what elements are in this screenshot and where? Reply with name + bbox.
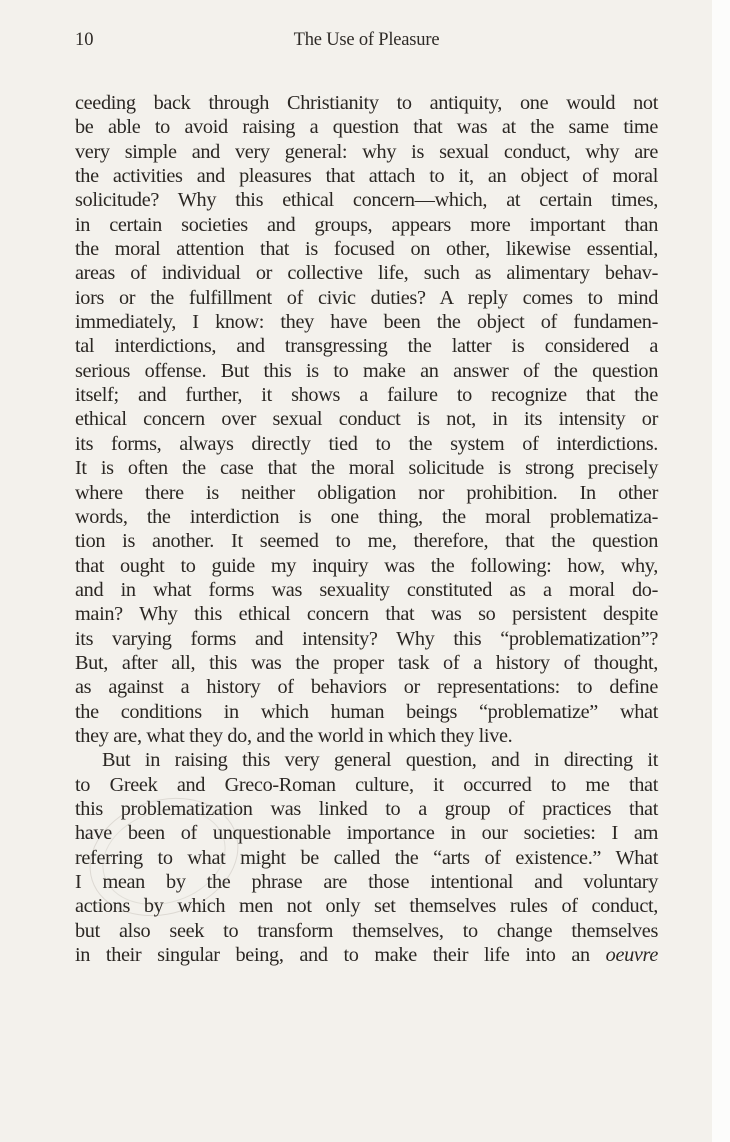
body-text — [75, 91, 658, 967]
text-line: but also seek to transform themselves, to change themselves — [75, 919, 658, 942]
paragraph-start-line: But in raising this very general question, and in directing it — [102, 749, 658, 772]
page-header — [75, 30, 658, 58]
text-line: But, after all, this was the proper task of a history of thought, — [75, 651, 658, 674]
text-line: ethical concern over sexual conduct is not, in its intensity or — [75, 408, 658, 431]
text-line: the conditions in which human beings “problematize” what — [75, 700, 658, 723]
text-line: have been of unquestionable importance in our societies: I am — [75, 822, 658, 845]
text-line: words, the interdiction is one thing, the moral problematiza- — [75, 505, 658, 528]
text-line: that ought to guide my inquiry was the following: how, why, — [75, 554, 658, 577]
text-line: referring to what might be called the “arts of existence.” What — [75, 846, 658, 869]
text-line: serious offense. But this is to make an answer of the question — [75, 359, 658, 382]
text-line: I mean by the phrase are those intentional and voluntary — [75, 871, 658, 893]
scan-margin-strip — [712, 0, 730, 1142]
text-line: areas of individual or collective life, such as alimentary behav- — [75, 262, 658, 285]
text-line: tion is another. It seemed to me, therefore, that the question — [75, 530, 658, 553]
text-line: be able to avoid raising a question that was at the same time — [75, 116, 658, 139]
italic-word: oeuvre — [605, 944, 658, 967]
text-line: It is often the case that the moral solicitude is strong precisely — [75, 457, 658, 480]
text-line: and in what forms was sexuality constituted as a moral do- — [75, 578, 658, 601]
text-line-final — [75, 943, 658, 967]
text-line: very simple and very general: why is sexual conduct, why are — [75, 140, 658, 163]
text-line: itself; and further, it shows a failure to recognize that the — [75, 384, 658, 407]
running-head: The Use of Pleasure — [293, 30, 440, 50]
text-line: this problematization was linked to a group of practices that — [75, 797, 658, 820]
text-line: the activities and pleasures that attach to it, an object of moral — [75, 165, 658, 188]
text-line: iors or the fulfillment of civic duties? A reply comes to mind — [75, 286, 658, 309]
text-line: where there is neither obligation nor prohibition. In other — [75, 481, 658, 504]
text-line: as against a history of behaviors or representations: to define — [75, 676, 658, 699]
text-line: in certain societies and groups, appears more important than — [75, 213, 658, 236]
text-line: the moral attention that is focused on other, likewise essential, — [75, 238, 658, 261]
paragraph-end-line: they are, what they do, and the world in which they live. — [75, 724, 513, 747]
text-line: main? Why this ethical concern that was so persistent despite — [75, 603, 658, 626]
text-line: its varying forms and intensity? Why this “problematization”? — [75, 627, 658, 650]
text-line-final-roman: in their singular being, and to make their life into an — [75, 944, 590, 967]
text-line: tal interdictions, and transgressing the latter is considered a — [75, 335, 658, 358]
text-line: immediately, I know: they have been the object of fundamen- — [75, 311, 658, 334]
text-line: ceeding back through Christianity to antiquity, one would not — [75, 92, 658, 114]
text-line: solicitude? Why this ethical concern—which, at certain times, — [75, 189, 658, 212]
text-line: its forms, always directly tied to the system of interdictions. — [75, 432, 658, 455]
text-line: actions by which men not only set themselves rules of conduct, — [75, 895, 658, 918]
page-number: 10 — [75, 30, 94, 50]
text-line: to Greek and Greco-Roman culture, it occurred to me that — [75, 773, 658, 796]
